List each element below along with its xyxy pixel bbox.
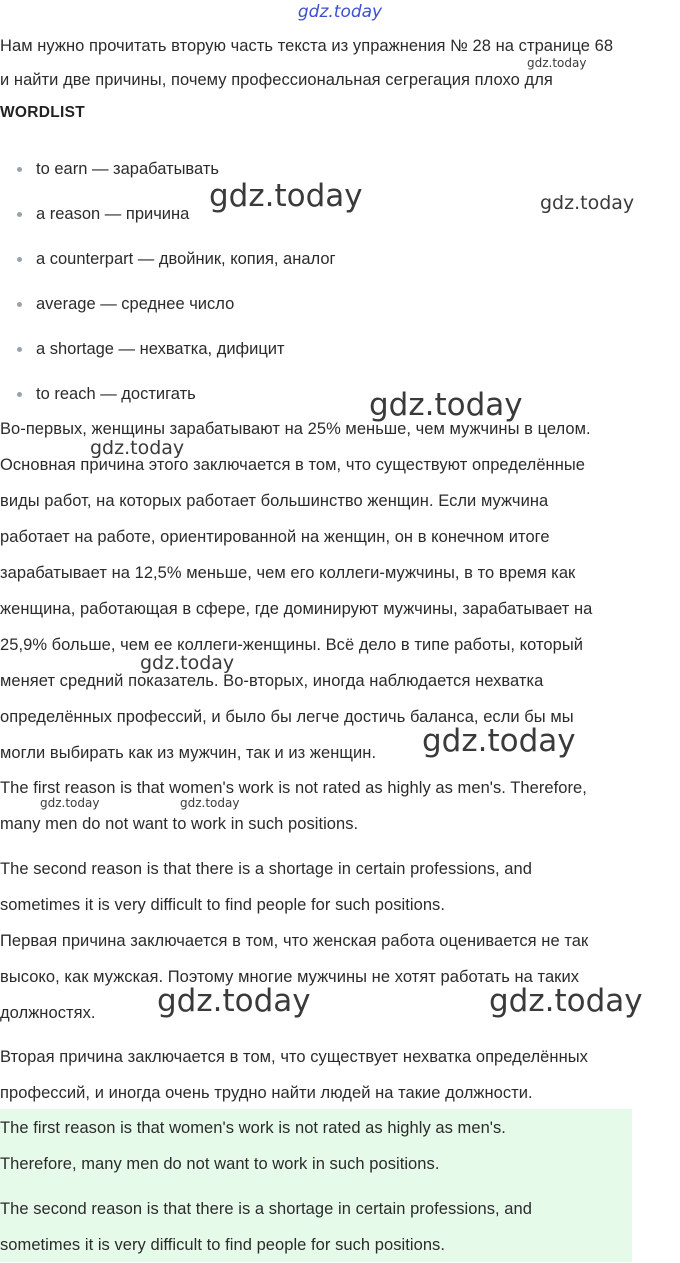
task-line-2: и найти две причины, почему профессиональная сегрегация плохо для bbox=[0, 71, 553, 89]
answer-ru-p2-line: Вторая причина заключается в том, что существует нехватка определённых bbox=[0, 1048, 588, 1066]
answer-ru-p1-line: Первая причина заключается в том, что женская работа оценивается не так bbox=[0, 932, 589, 950]
russian-text-line: работает на работе, ориентированной на женщин, он в конечном итоге bbox=[0, 528, 550, 546]
russian-text-line: Основная причина этого заключается в том, что существуют определённые bbox=[0, 456, 586, 474]
russian-text-line: зарабатывает на 12,5% меньше, чем его коллеги-мужчины, в то время как bbox=[0, 564, 576, 582]
watermark: gdz.today bbox=[90, 437, 185, 459]
answer-ru-p2-line: профессий, и иногда очень трудно найти людей на такие должности. bbox=[0, 1084, 533, 1102]
russian-text-line: могли выбирать как из мужчин, так и из женщин. bbox=[0, 744, 377, 762]
answer-en-p1-line: many men do not want to work in such positions. bbox=[0, 815, 359, 833]
watermark: gdz.today bbox=[422, 723, 576, 759]
wordlist-item-text: a counterpart — двойник, копия, аналог bbox=[36, 250, 336, 268]
wordlist-heading: WORDLIST bbox=[0, 104, 86, 121]
watermark: gdz.today bbox=[180, 796, 240, 810]
wordlist-item-text: a shortage — нехватка, дифицит bbox=[36, 340, 285, 358]
bullet-icon bbox=[17, 167, 22, 172]
task-line-1: Нам нужно прочитать вторую часть текста из упражнения № 28 на странице 68 bbox=[0, 37, 614, 55]
highlighted-p2-line: sometimes it is very difficult to find people for such positions. bbox=[0, 1236, 445, 1254]
russian-text-line: меняет средний показатель. Во-вторых, иногда наблюдается нехватка bbox=[0, 672, 544, 690]
list-item bbox=[0, 286, 336, 331]
watermark: gdz.today bbox=[140, 652, 235, 674]
bullet-icon bbox=[17, 302, 22, 307]
answer-en-p2-line: The second reason is that there is a shortage in certain professions, and bbox=[0, 860, 532, 878]
russian-text-line: женщина, работающая в сфере, где доминируют мужчины, зарабатывает на bbox=[0, 600, 593, 618]
watermark: gdz.today bbox=[209, 178, 363, 214]
watermark: gdz.today bbox=[369, 387, 523, 423]
site-title-link[interactable]: gdz.today bbox=[297, 2, 383, 22]
bullet-icon bbox=[17, 257, 22, 262]
answer-ru-p1-line: должностях. bbox=[0, 1004, 96, 1022]
wordlist-item-text: to reach — достигать bbox=[36, 385, 196, 403]
watermark: gdz.today bbox=[527, 56, 587, 70]
watermark: gdz.today bbox=[157, 983, 311, 1019]
answer-ru-p1-line: высоко, как мужская. Поэтому многие мужчины не хотят работать на таких bbox=[0, 968, 580, 986]
russian-text-line: 25,9% больше, чем ее коллеги-женщины. Всё дело в типе работы, который bbox=[0, 636, 584, 654]
wordlist-item-text: a reason — причина bbox=[36, 205, 190, 223]
list-item bbox=[0, 331, 336, 376]
highlighted-p1-line: The first reason is that women's work is not rated as highly as men's. bbox=[0, 1119, 506, 1137]
bullet-icon bbox=[17, 347, 22, 352]
wordlist-item-text: average — среднее число bbox=[36, 295, 235, 313]
bullet-icon bbox=[17, 212, 22, 217]
answer-en-p2-line: sometimes it is very difficult to find people for such positions. bbox=[0, 896, 445, 914]
highlighted-p2-line: The second reason is that there is a shortage in certain professions, and bbox=[0, 1200, 532, 1218]
wordlist-item-text: to earn — зарабатывать bbox=[36, 160, 219, 178]
russian-text-line: определённых профессий, и было бы легче достичь баланса, если бы мы bbox=[0, 708, 574, 726]
russian-text-line: виды работ, на которых работает большинство женщин. Если мужчина bbox=[0, 492, 549, 510]
russian-text-line: Во-первых, женщины зарабатывают на 25% меньше, чем мужчины в целом. bbox=[0, 420, 591, 438]
watermark: gdz.today bbox=[40, 796, 100, 810]
highlighted-p1-line: Therefore, many men do not want to work in such positions. bbox=[0, 1155, 440, 1173]
list-item bbox=[0, 241, 336, 286]
watermark: gdz.today bbox=[540, 192, 635, 214]
watermark: gdz.today bbox=[489, 983, 643, 1019]
bullet-icon bbox=[17, 392, 22, 397]
answer-en-p1-line: The first reason is that women's work is not rated as highly as men's. Therefore, bbox=[0, 779, 587, 797]
